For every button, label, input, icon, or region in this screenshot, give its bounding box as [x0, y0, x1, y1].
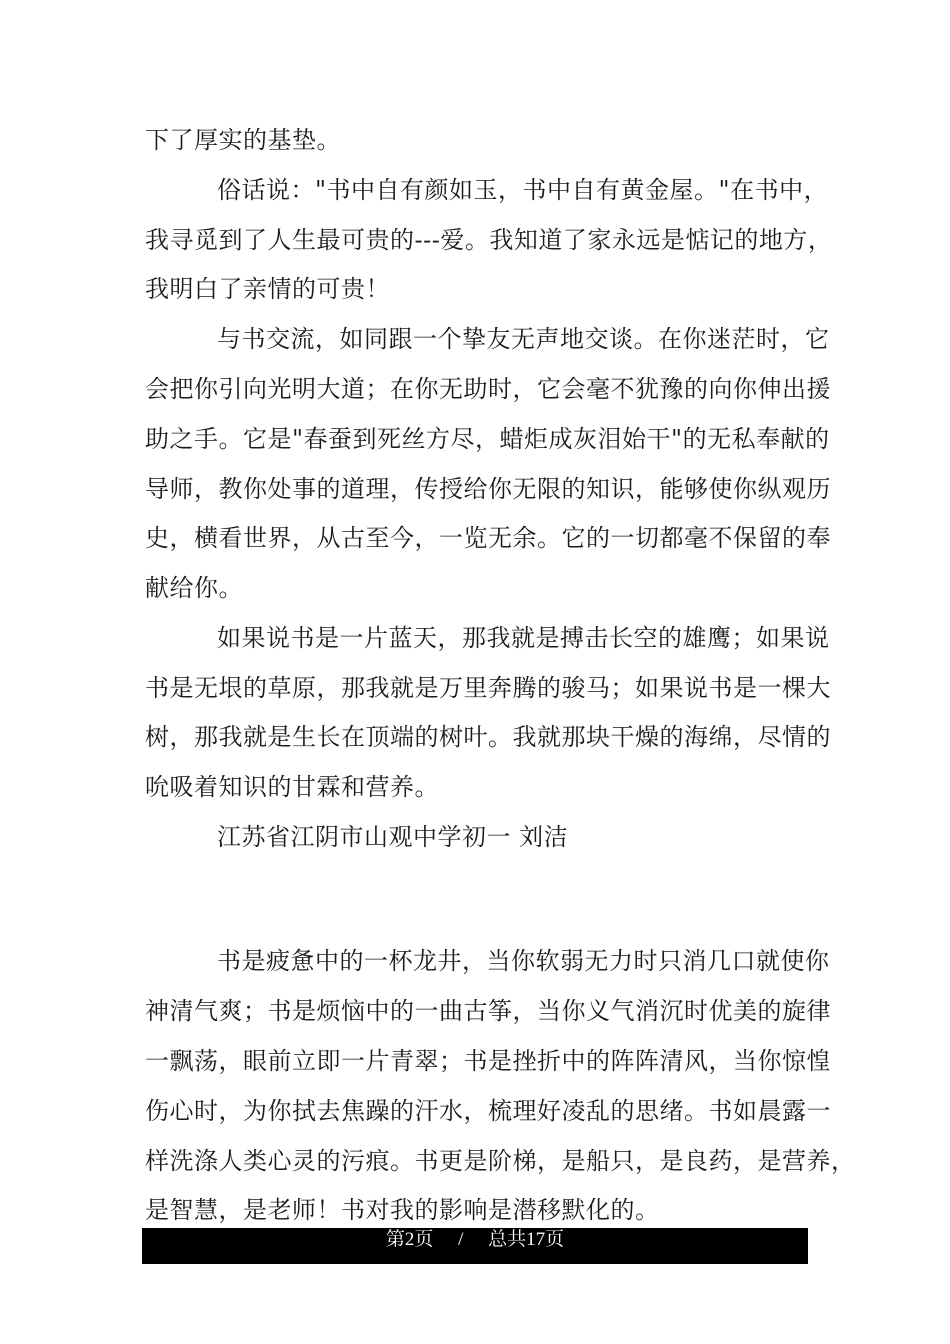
- text-line: 下了厚实的基垫。: [145, 126, 341, 154]
- text-line: 神清气爽；书是烦恼中的一曲古筝，当你义气消沉时优美的旋律: [145, 997, 831, 1025]
- text-line: 助之手。它是"春蚕到死丝方尽，蜡炬成灰泪始干"的无私奉献的: [145, 425, 830, 453]
- text-line: 伤心时，为你拭去焦躁的汗水，梳理好凌乱的思绪。书如晨露一: [145, 1097, 831, 1125]
- text-line: 会把你引向光明大道；在你无助时，它会毫不犹豫的向你伸出援: [145, 375, 831, 403]
- text-line: 俗话说："书中自有颜如玉，书中自有黄金屋。"在书中，: [217, 176, 829, 204]
- text-line: 我寻觅到了人生最可贵的---爱。我知道了家永远是惦记的地方，: [145, 226, 833, 254]
- text-line: 吮吸着知识的甘霖和营养。: [145, 773, 439, 801]
- text-line: 导师，教你处事的道理，传授给你无限的知识，能够使你纵观历: [145, 475, 831, 503]
- page-separator: /: [458, 1229, 464, 1250]
- text-line: 献给你。: [145, 574, 243, 602]
- text-line: 书是疲惫中的一杯龙井，当你软弱无力时只消几口就使你: [217, 947, 830, 975]
- total-pages-label: 总共17页: [488, 1229, 565, 1250]
- page-indicator: [142, 1228, 808, 1252]
- text-line: 样洗涤人类心灵的污痕。书更是阶梯，是船只，是良药，是营养，: [145, 1147, 856, 1175]
- current-page-label: 第2页: [385, 1229, 434, 1250]
- text-line: 我明白了亲情的可贵！: [145, 275, 390, 303]
- text-line: 一飘荡，眼前立即一片青翠；书是挫折中的阵阵清风，当你惊惶: [145, 1047, 831, 1075]
- text-line: 史，横看世界，从古至今，一览无余。它的一切都毫不保留的奉: [145, 524, 831, 552]
- text-line: 是智慧，是老师！书对我的影响是潜移默化的。: [145, 1196, 660, 1224]
- author-line: 江苏省江阴市山观中学初一 刘洁: [217, 823, 569, 851]
- text-line: 如果说书是一片蓝天，那我就是搏击长空的雄鹰；如果说: [217, 624, 830, 652]
- text-line: 与书交流，如同跟一个挚友无声地交谈。在你迷茫时，它: [217, 325, 830, 353]
- text-line: 书是无垠的草原，那我就是万里奔腾的骏马；如果说书是一棵大: [145, 674, 831, 702]
- text-line: 树，那我就是生长在顶端的树叶。我就那块干燥的海绵，尽情的: [145, 723, 831, 751]
